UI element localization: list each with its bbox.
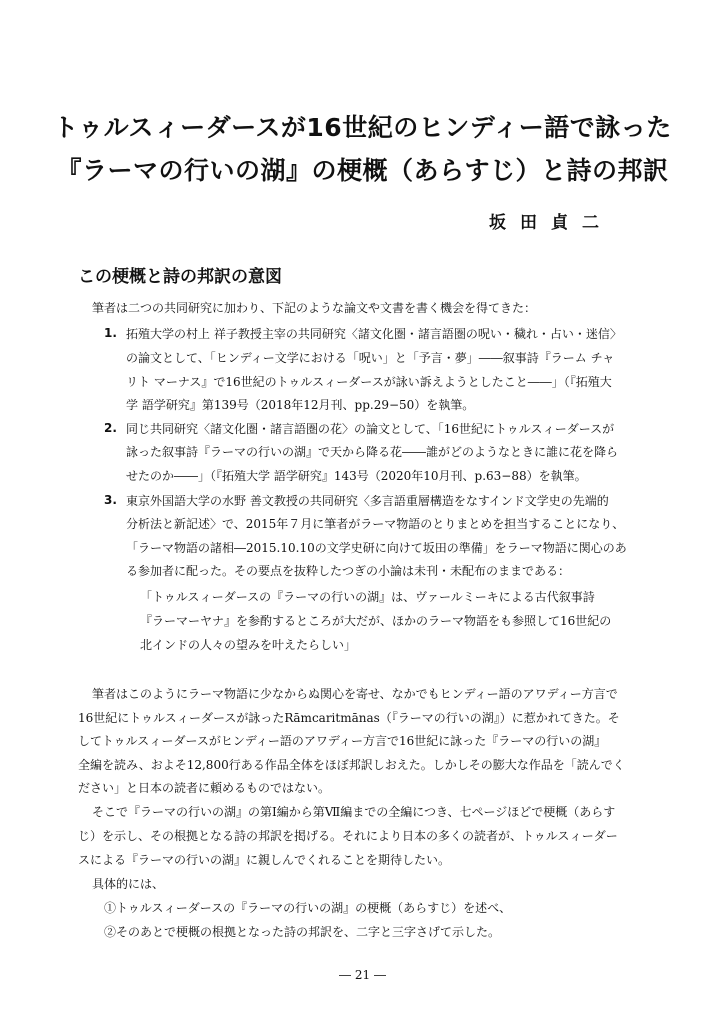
- quote-line: 北インドの人々の望みを叶えたらしい」: [140, 638, 357, 652]
- item-3-line: 東京外国語大学の水野 善文教授の共同研究〈多言語重層構造をなすインド文学史の先端的: [126, 494, 609, 508]
- body-line: 筆者はこのようにラーマ物語に少なからぬ関心を寄せ、なかでもヒンディー語のアワディー方言で: [92, 687, 618, 701]
- quote-line: 「トゥルスィーダースの『ラーマの行いの湖』は、ヴァールミーキによる古代叙事詩: [140, 590, 595, 604]
- body-line: 全編を読み、およそ12,800行ある作品全体をほぼ邦訳しおえた。しかしその膨大な作品を「読んでく: [78, 758, 625, 772]
- item-number: 3.: [104, 493, 117, 507]
- item-3-line: 分析法と新記述〉で、2015年７月に筆者がラーマ物語のとりまとめを担当することになり、: [126, 517, 625, 531]
- item-1-line: 拓殖大学の村上 祥子教授主宰の共同研究〈諸文化圏・諸言語圏の呪い・穢れ・占い・迷信〉: [126, 327, 622, 341]
- title-line-2: 『ラーマの行いの湖』の梗概（あらすじ）と詩の邦訳: [56, 156, 669, 185]
- item-number: 1.: [104, 326, 117, 340]
- body-line: じ）を示し、その根拠となる詩の邦訳を掲げる。それにより日本の多くの読者が、トゥルスィーダー: [78, 829, 618, 843]
- body-line: スによる『ラーマの行いの湖』に親しんでくれることを期待したい。: [78, 853, 451, 867]
- item-1-line: 学 語学研究』第139号（2018年12月刊、pp.29−50）を執筆。: [126, 398, 475, 412]
- item-2-line: 同じ共同研究〈諸文化圏・諸言語圏の花〉の論文として、「16世紀にトゥルスィーダースが: [126, 422, 615, 436]
- title-line-1: トゥルスィーダースが16世紀のヒンディー語で詠った: [53, 113, 672, 142]
- item-3-line: 「ラーマ物語の諸相―2015.10.10の文学史研に向けて坂田の準備」をラーマ物語に関心のあ: [126, 541, 627, 555]
- quote-line: 『ラーマーヤナ』を参酌するところが大だが、ほかのラーマ物語をも参照して16世紀の: [140, 614, 612, 628]
- intro-paragraph: 筆者は二つの共同研究に加わり、下記のような論文や文書を書く機会を得てきた：: [92, 301, 537, 315]
- list-item: ①トゥルスィーダースの『ラーマの行いの湖』の梗概（あらすじ）を述べ、: [104, 901, 512, 915]
- item-number: 2.: [104, 421, 117, 435]
- item-2-line: 詠った叙事詩『ラーマの行いの湖』で天から降る花――誰がどのようなときに誰に花を降ら: [126, 445, 619, 459]
- author-name: 坂田貞二: [489, 213, 613, 233]
- body-line: してトゥルスィーダースがヒンディー語のアワディー方言で16世紀に詠った『ラーマの行いの湖』: [78, 734, 607, 748]
- list-item: ②そのあとで梗概の根拠となった詩の邦訳を、二字と三字さげて示した。: [104, 925, 501, 939]
- item-1-line: リト マーナス』で16世紀のトゥルスィーダースが詠い訴えようとしたこと――」（『拓殖大: [126, 375, 612, 389]
- body-line: ださい」と日本の読者に頼めるものではない。: [78, 781, 331, 795]
- section-heading: この梗概と詩の邦訳の意図: [78, 267, 282, 287]
- item-2-line: せたのか――」（『拓殖大学 語学研究』143号（2020年10月刊、p.63−88）を執筆。: [126, 469, 587, 483]
- item-1-line: の論文として、「ヒンディー文学における「呪い」と「予言・夢」――叙事詩『ラーム チャ: [126, 351, 615, 365]
- page-number: ― 21 ―: [339, 968, 386, 982]
- body-line: 16世紀にトゥルスィーダースが詠ったRāmcaritmānas（『ラーマの行いの湖』）に惹かれてきた。そ: [78, 711, 620, 725]
- item-3-line: る参加者に配った。その要点を抜粋したつぎの小論は未刊・未配布のままである：: [126, 564, 571, 578]
- body-line: そこで『ラーマの行いの湖』の第Ⅰ編から第Ⅶ編までの全編につき、七ページほどで梗概（あらす: [92, 805, 616, 819]
- body-line: 具体的には、: [92, 877, 165, 891]
